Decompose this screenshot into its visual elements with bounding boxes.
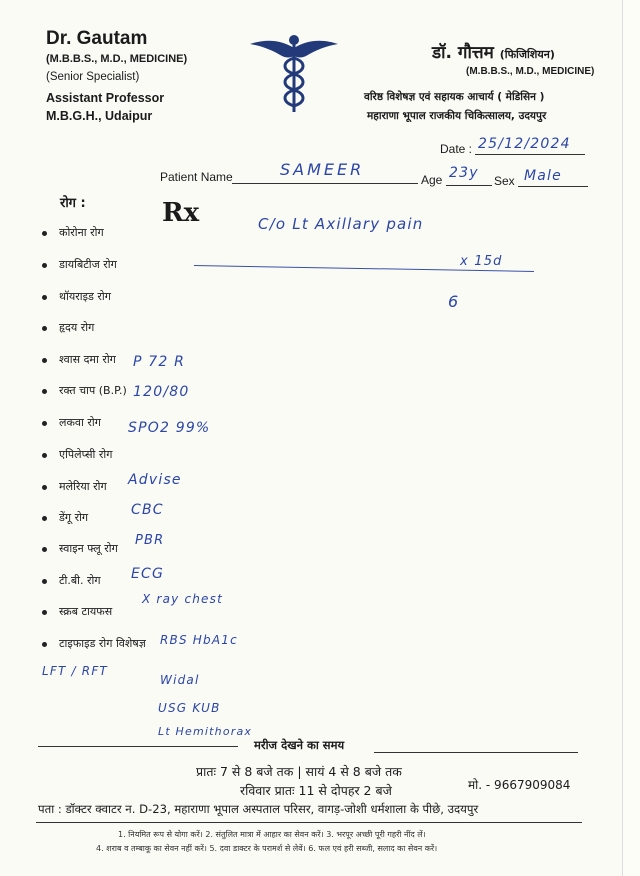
hospital-en: M.B.G.H., Udaipur [46, 109, 153, 123]
caduceus-logo [248, 30, 340, 114]
bullet-icon [42, 326, 47, 331]
investigation-pbr: PBR [135, 533, 165, 548]
rx-symbol: Rx [162, 198, 200, 228]
footnote-2: 4. शराब व तम्बाकू का सेवन नहीं करें। 5. दवा डाक्टर के परामर्श से लेवें। 6. फल एवं हरी सब्जी, सलाद का सेवन करें। [96, 844, 438, 853]
disease-item [42, 636, 146, 651]
degrees-en: (M.B.B.S., M.D., MEDICINE) [46, 53, 188, 65]
disease-item [42, 479, 107, 494]
sex-label: Sex [494, 174, 515, 188]
footer-divider-right [374, 752, 578, 753]
age-line [446, 185, 492, 186]
disease-item [42, 447, 112, 462]
disease-item [42, 320, 94, 335]
date-label: Date : [440, 142, 473, 156]
disease-item [42, 573, 101, 588]
bullet-icon [42, 389, 47, 394]
date-line [475, 154, 585, 155]
disease-label: टी.बी. रोग [59, 574, 101, 587]
duration-note: x 15d [460, 254, 503, 269]
position-hi: वरिष्ठ विशेषज्ञ एवं सहायक आचार्य ( मेडिसिन ) [364, 91, 545, 103]
diseases-heading: रोग : [60, 196, 86, 211]
footer-divider-left [38, 746, 238, 747]
disease-item [42, 383, 127, 398]
disease-item [42, 541, 118, 556]
doctor-name-en: Dr. Gautam [46, 28, 148, 49]
mark-note: 6 [448, 292, 460, 311]
disease-label: स्क्रब टायफस [59, 605, 113, 618]
bullet-icon [42, 547, 47, 552]
patient-label: Patient Name [160, 170, 233, 184]
age-label: Age [421, 173, 443, 187]
disease-item [42, 225, 104, 240]
bullet-icon [42, 516, 47, 521]
bullet-icon [42, 453, 47, 458]
patient-line [232, 183, 418, 184]
specialty-hi: (फिजिशियन) [499, 48, 555, 61]
disease-label: थॉयराइड रोग [59, 290, 111, 303]
sex-line [518, 186, 588, 187]
investigation-ecg: ECG [131, 566, 165, 582]
bullet-icon [42, 610, 47, 615]
disease-label: श्वास दमा रोग [59, 353, 116, 366]
sex-value: Male [524, 168, 562, 184]
pulse-note: P 72 R [133, 354, 186, 370]
age-value: 23y [449, 165, 479, 181]
bullet-icon [42, 358, 47, 363]
disease-label: लकवा रोग [59, 416, 101, 429]
patient-value: SAMEER [280, 160, 365, 179]
investigation-widal: Widal [160, 673, 200, 687]
disease-label: हृदय रोग [59, 321, 95, 334]
timing-weekday: प्रातः 7 से 8 बजे तक | सायं 4 से 8 बजे तक [196, 764, 402, 779]
bullet-icon [42, 263, 47, 268]
disease-label: रक्त चाप (B.P.) [59, 384, 127, 397]
bullet-icon [42, 231, 47, 236]
disease-item [42, 352, 116, 367]
disease-item [42, 257, 117, 272]
investigation-xray: X ray chest [142, 592, 223, 606]
disease-item [42, 510, 88, 525]
disease-label: डायबिटीज रोग [59, 258, 117, 271]
mobile-number: मो. - 9667909084 [468, 778, 571, 792]
address: पता : डॉक्टर क्वाटर न. D-23, महाराणा भूपाल अस्पताल परिसर, वागड़-जोशी धर्मशाला के पीछे, उदयपुर [38, 802, 479, 816]
bullet-icon [42, 421, 47, 426]
complaint-note: C/o Lt Axillary pain [258, 215, 424, 233]
disease-label: एपिलेप्सी रोग [59, 448, 113, 461]
advise-note: Advise [128, 472, 182, 488]
investigation-rbs: RBS HbA1c [160, 633, 238, 647]
hospital-hi: महाराणा भूपाल राजकीय चिकित्सालय, उदयपुर [367, 110, 547, 122]
bp-note: 120/80 [133, 384, 190, 400]
bullet-icon [42, 642, 47, 647]
footer-divider-bottom [36, 822, 582, 823]
bullet-icon [42, 295, 47, 300]
lft-rft-note: LFT / RFT [42, 664, 108, 678]
date-value: 25/12/2024 [478, 136, 571, 152]
disease-item [42, 604, 112, 619]
bullet-icon [42, 579, 47, 584]
disease-label: टाइफाइड रोग विशेषज्ञ [59, 637, 146, 650]
bullet-icon [42, 485, 47, 490]
disease-item [42, 289, 111, 304]
disease-label: कोरोना रोग [59, 226, 104, 239]
disease-label: डेंगू रोग [59, 511, 89, 524]
doctor-name-hi-text: डॉ. गौत्तम [432, 43, 494, 63]
degrees-right: (M.B.B.S., M.D., MEDICINE) [466, 66, 595, 77]
disease-label: स्वाइन फ्लू रोग [59, 542, 118, 555]
investigation-cbc: CBC [131, 502, 164, 518]
timing-sunday: रविवार प्रातः 11 से दोपहर 2 बजे [240, 783, 392, 798]
disease-label: मलेरिया रोग [59, 480, 107, 493]
spo2-note: SPO2 99% [128, 420, 211, 436]
investigation-hemithorax: Lt Hemithorax [158, 725, 253, 738]
disease-item [42, 415, 101, 430]
footnote-1: 1. नियमित रूप से योगा करें। 2. संतुलित मात्रा में आहार का सेवन करें। 3. भरपूर अच्छी पूरी गहरी नींद लें। [118, 830, 426, 839]
timing-heading: मरीज देखने का समय [254, 738, 345, 752]
position-en: Assistant Professor [46, 91, 165, 105]
doctor-name-hi [432, 40, 555, 63]
title-en: (Senior Specialist) [46, 71, 140, 83]
investigation-usg: USG KUB [158, 701, 221, 715]
